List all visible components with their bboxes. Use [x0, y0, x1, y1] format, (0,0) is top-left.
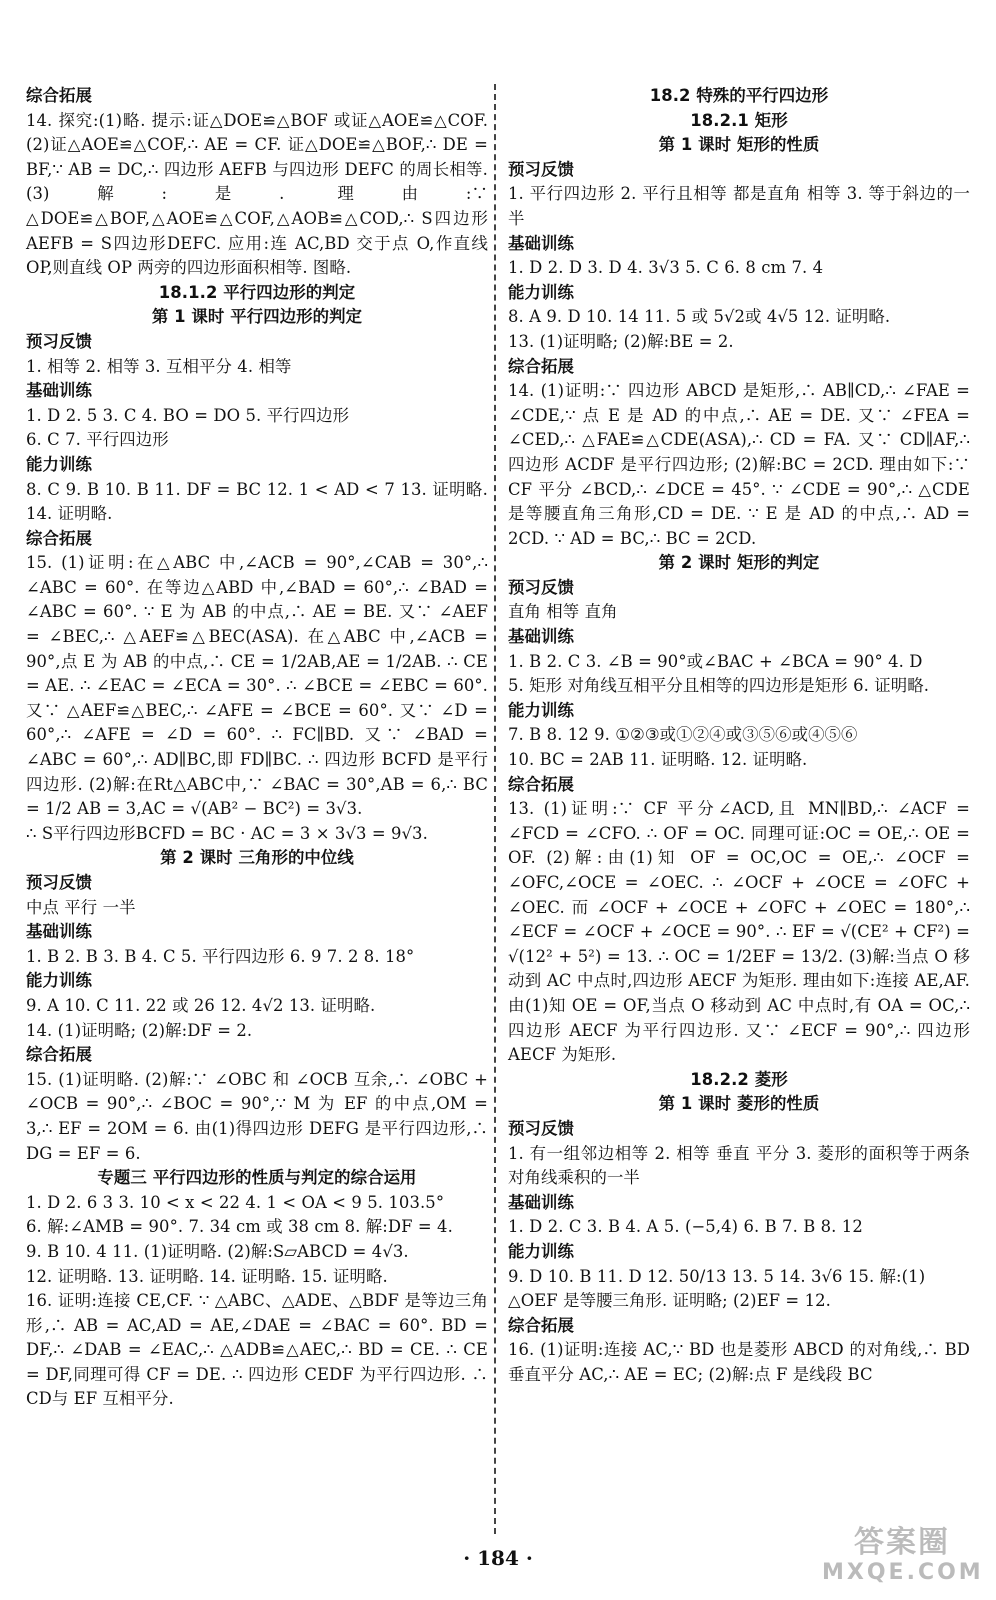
section-title: 第 2 课时 矩形的判定: [658, 553, 820, 573]
answer-text: 6. C 7. 平行四边形: [26, 430, 169, 450]
answer-text: 1. D 2. 5 3. C 4. BO = DO 5. 平行四边形: [26, 405, 350, 425]
answer-text: 15. (1)证明略. (2)解:∵ ∠OBC 和 ∠OCB 互余,∴ ∠OBC + ∠OCB = 90°,∴ ∠BOC = 90°,∵ M 为 EF 的中点,OM = 3,∴ EF = 2OM = 6. 由(1)得四边形 DEFG 是平行四边形,∴ DG = EF = 6.: [26, 1069, 488, 1163]
answer-text: 9. D 10. B 11. D 12. 50/13 13. 5 14. 3√6 15. 解:(1): [508, 1266, 926, 1286]
section-heading: 预习反馈: [26, 331, 92, 351]
section-heading: 能力训练: [508, 700, 574, 720]
answer-text: 14. 探究:(1)略. 提示:证△DOE≌△BOF 或证△AOE≌△COF. (2)证△AOE≌△COF,∴ AE = CF. 证△DOE≌△BOF,∴ DE = BF,∵ AB = DC,∴ 四边形 AEFB 与四边形 DEFC 的周长相等. (3)解:是. 理由:∵ △DOE≌△BOF,△AOE≌△COF,△AOB≌△COD,∴ S四边形AEFB = S四边形DEFC. 应用:连 AC,BD 交于点 O,作直线 OP,则直线 OP 两旁的四边形面积相等. 图略.: [26, 110, 488, 278]
section-title: 18.2 特殊的平行四边形: [649, 86, 829, 105]
section-heading: 预习反馈: [26, 873, 92, 892]
column-divider: [494, 84, 496, 1534]
answer-text: 9. A 10. C 11. 22 或 26 12. 4√2 13. 证明略.: [26, 995, 376, 1015]
answer-text: 13. (1)证明:∵ CF 平分∠ACD,且 MN∥BD,∴ ∠ACF = ∠FCD = ∠CFO. ∴ OF = OC. 同理可证:OC = OE,∴ OE = OF. (2)解:由(1)知 OF = OC,OC = OE,∴ ∠OCF = ∠OFC,∠OCE = ∠OEC. ∴ ∠OCF + ∠OCE = ∠OFC + ∠OEC. 而 ∠OCF + ∠OCE + ∠OFC + ∠OEC = 180°,∴ ∠ECF = ∠OCF + ∠OCE = 90°. ∴ EF = √(CE² + CF²) = √(12² + 5²) = 13. ∴ OC = 1/2EF = 13/2. (3)解:当点 O 移动到 AC 中点时,四边形 AECF 为矩形. 理由如下:连接 AE,AF. 由(1)知 OE = OF,当点 O 移动到 AC 中点时,有 OA = OC,∴ 四边形 AECF 为平行四边形. 又∵ ∠ECF = 90°,∴ 四边形AECF 为矩形.: [508, 799, 970, 1065]
answer-text: 15. (1)证明:在△ABC 中,∠ACB = 90°,∠CAB = 30°,∴ ∠ABC = 60°. 在等边△ABD 中,∠BAD = 60°,∴ ∠BAD = ∠ABC = 60°. ∵ E 为 AB 的中点,∴ AE = BE. 又∵ ∠AEF = ∠BEC,∴ △AEF≌△BEC(ASA). 在△ABC 中,∠ACB = 90°,点 E 为 AB 的中点,∴ CE = 1/2AB,AE = 1/2AB. ∴ CE = AE. ∴ ∠EAC = ∠ECA = 30°. ∴ ∠BCE = ∠EBC = 60°. 又∵ △AEF≌△BEC,∴ ∠AFE = ∠BCE = 60°. 又∵ ∠D = 60°,∴ ∠AFE = ∠D = 60°. ∴ FC∥BD. 又∵ ∠BAD = ∠ABC = 60°,∴ AD∥BC,即 FD∥BC. ∴ 四边形 BCFD 是平行四边形. (2)解:在Rt△ABC中,∵ ∠BAC = 30°,AB = 6,∴ BC = 1/2 AB = 3,AC = √(AB² − BC²) = 3√3.: [26, 553, 488, 819]
section-heading: 预习反馈: [508, 159, 574, 179]
answer-text: 8. C 9. B 10. B 11. DF = BC 12. 1 < AD < 7 13. 证明略. 14. 证明略.: [26, 479, 488, 524]
section-heading: 综合拓展: [508, 774, 574, 794]
answer-text: 1. 平行四边形 2. 平行且相等 都是直角 相等 3. 等于斜边的一半: [508, 184, 970, 228]
section-heading: 基础训练: [26, 381, 92, 401]
left-column: [26, 84, 488, 1412]
section-title: 专题三 平行四边形的性质与判定的综合运用: [97, 1168, 417, 1188]
answer-text: 中点 平行 一半: [26, 897, 136, 917]
section-title: 第 1 课时 平行四边形的判定: [151, 307, 363, 327]
answer-text: 1. D 2. C 3. B 4. A 5. (−5,4) 6. B 7. B 8. 12: [508, 1217, 863, 1237]
section-heading: 基础训练: [508, 233, 574, 253]
answer-text: 1. B 2. B 3. B 4. C 5. 平行四边形 6. 9 7. 2 8. 18°: [26, 946, 415, 966]
section-title: 第 2 课时 三角形的中位线: [160, 848, 354, 868]
answer-text: △OEF 是等腰三角形. 证明略; (2)EF = 12.: [508, 1291, 831, 1311]
answer-text: 5. 矩形 对角线互相平分且相等的四边形是矩形 6. 证明略.: [508, 676, 930, 696]
answer-text: 14. (1)证明:∵ 四边形 ABCD 是矩形,∴ AB∥CD,∴ ∠FAE = ∠CDE,∵ 点 E 是 AD 的中点,∴ AE = DE. 又∵ ∠FEA = ∠CED,∴ △FAE≌△CDE(ASA),∴ CD = FA. 又∵ CD∥AF,∴ 四边形 ACDF 是平行四边形; (2)解:BC = 2CD. 理由如下:∵ CF 平分 ∠BCD,∴ ∠DCE = 45°. ∵ ∠CDE = 90°,∴ △CDE 是等腰直角三角形,CD = DE. ∵ E 是 AD 的中点,∴ AD = 2CD. ∵ AD = BC,∴ BC = 2CD.: [508, 381, 970, 548]
answer-text: 13. (1)证明略; (2)解:BE = 2.: [508, 331, 734, 351]
answer-text: 16. (1)证明:连接 AC,∵ BD 也是菱形 ABCD 的对角线,∴ BD垂直平分 AC,∴ AE = EC; (2)解:点 F 是线段 BC: [508, 1340, 970, 1384]
section-heading: 综合拓展: [508, 356, 574, 376]
section-heading: 能力训练: [508, 1241, 574, 1261]
watermark-logo: [822, 1526, 982, 1590]
answer-text: 7. B 8. 12 9. ①②③或①②④或③⑤⑥或④⑤⑥: [508, 725, 858, 745]
watermark-cn: 答案圈: [854, 1525, 950, 1560]
answer-text: 10. BC = 2AB 11. 证明略. 12. 证明略.: [508, 750, 808, 770]
section-heading: 能力训练: [508, 282, 574, 302]
section-heading: 综合拓展: [26, 528, 92, 548]
section-heading: 基础训练: [508, 627, 574, 647]
section-heading: 综合拓展: [26, 1045, 92, 1065]
section-heading: 综合拓展: [26, 86, 92, 105]
answer-text: 1. D 2. D 3. D 4. 3√3 5. C 6. 8 cm 7. 4: [508, 258, 824, 278]
answer-text: 14. (1)证明略; (2)解:DF = 2.: [26, 1020, 253, 1040]
answer-text: 9. B 10. 4 11. (1)证明略. (2)解:S▱ABCD = 4√3.: [26, 1241, 409, 1261]
answer-text: 1. 相等 2. 相等 3. 互相平分 4. 相等: [26, 356, 292, 376]
section-heading: 预习反馈: [508, 577, 574, 597]
answer-text: 1. D 2. 6 3 3. 10 < x < 22 4. 1 < OA < 9 5. 103.5°: [26, 1192, 445, 1212]
answer-text: 16. 证明:连接 CE,CF. ∵ △ABC、△ADE、△BDF 是等边三角形,∴ AB = AC,AD = AE,∠DAE = ∠BAC = 60°. BD = DF,∴ ∠DAB = ∠EAC,∴ △ADB≌△AEC,∴ BD = CE. ∴ CE = DF,同理可得 CF = DE. ∴ 四边形 CEDF 为平行四边形. ∴ CD与 EF 互相平分.: [26, 1291, 488, 1409]
right-column: [508, 84, 970, 1387]
section-heading: 能力训练: [26, 454, 92, 474]
answer-text: 1. 有一组邻边相等 2. 相等 垂直 平分 3. 菱形的面积等于两条对角线乘积的一半: [508, 1143, 970, 1188]
section-heading: 综合拓展: [508, 1315, 574, 1335]
section-title: 18.2.1 矩形: [690, 110, 788, 130]
section-title: 18.2.2 菱形: [690, 1069, 788, 1089]
watermark-en: MXQE.COM: [822, 1560, 984, 1585]
answer-text: 1. B 2. C 3. ∠B = 90°或∠BAC + ∠BCA = 90° 4. D: [508, 651, 923, 671]
page-number: · 184 ·: [463, 1546, 533, 1570]
section-title: 第 1 课时 矩形的性质: [658, 135, 820, 155]
section-heading: 能力训练: [26, 971, 92, 991]
answer-text: ∴ S平行四边形BCFD = BC · AC = 3 × 3√3 = 9√3.: [26, 823, 428, 843]
answer-text: 12. 证明略. 13. 证明略. 14. 证明略. 15. 证明略.: [26, 1266, 388, 1286]
section-heading: 基础训练: [26, 922, 92, 942]
answer-text: 直角 相等 直角: [508, 602, 618, 622]
answer-text: 6. 解:∠AMB = 90°. 7. 34 cm 或 38 cm 8. 解:DF = 4.: [26, 1217, 453, 1237]
answer-text: 8. A 9. D 10. 14 11. 5 或 5√2或 4√5 12. 证明略.: [508, 307, 891, 327]
section-heading: 基础训练: [508, 1192, 574, 1212]
section-heading: 预习反馈: [508, 1118, 574, 1138]
section-title: 18.1.2 平行四边形的判定: [158, 282, 356, 302]
section-title: 第 1 课时 菱形的性质: [658, 1094, 820, 1114]
